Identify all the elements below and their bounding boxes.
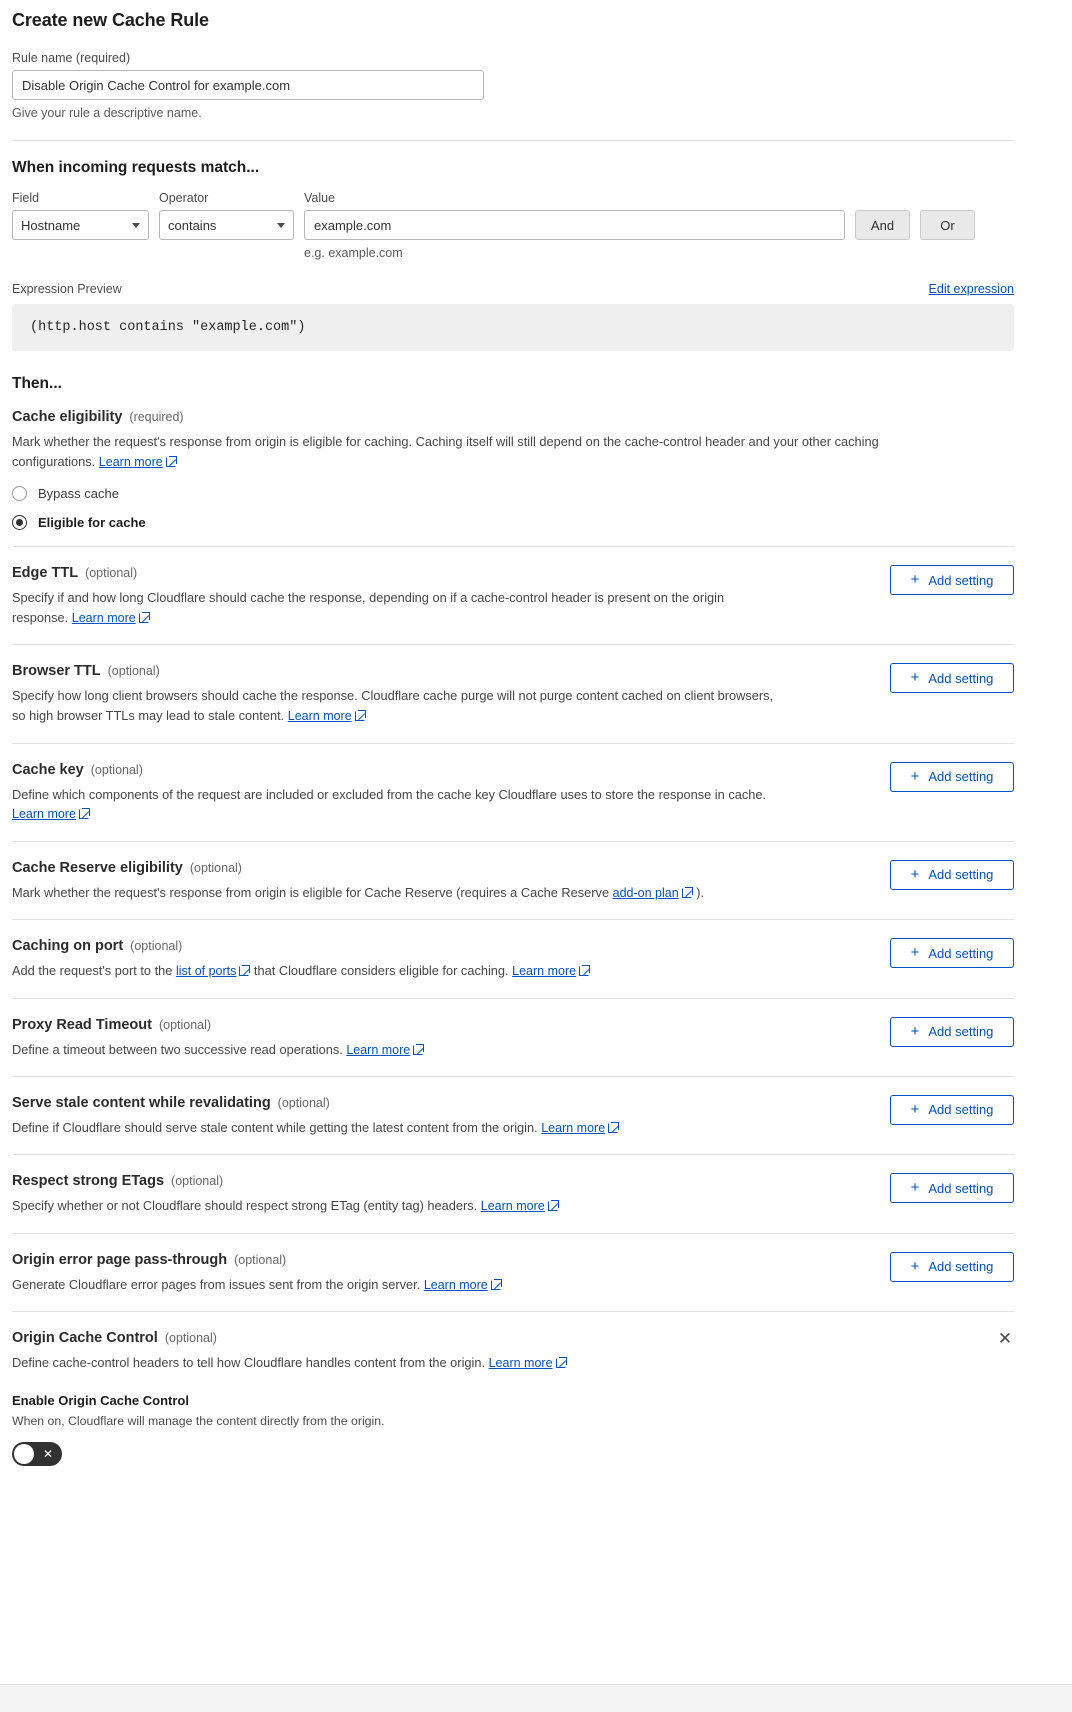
setting-left <box>12 1017 890 1060</box>
setting-header <box>12 1017 866 1033</box>
field-label: Field <box>12 191 40 205</box>
cache-eligibility-title: Cache eligibility <box>12 409 123 425</box>
setting-left <box>12 1173 890 1216</box>
setting-optional-tag: (optional) <box>107 664 160 679</box>
or-button-group <box>920 191 975 240</box>
external-link-icon <box>556 1357 567 1368</box>
setting-title: Serve stale content while revalidating <box>12 1094 271 1111</box>
match-row <box>12 191 1014 260</box>
cache-eligibility-desc <box>12 432 942 472</box>
edit-expression-link[interactable]: Edit expression <box>928 282 1014 296</box>
field-group <box>12 191 149 240</box>
expression-label: Expression Preview <box>12 282 122 296</box>
plus-icon: + <box>910 865 920 883</box>
page-title: Create new Cache Rule <box>12 10 209 30</box>
add-setting-label: Add setting <box>928 945 994 961</box>
setting-title: Origin error page pass-through <box>12 1251 228 1268</box>
external-link-icon <box>548 1200 559 1211</box>
setting-desc-text: Define cache-control headers to tell how Cloudflare handles content from the origin. <box>12 1355 489 1371</box>
value-label: Value <box>304 191 336 205</box>
setting-left <box>12 860 890 903</box>
cache-eligibility-desc-text: Mark whether the request's response from origin is eligible for caching. Caching itself will still depend on the cache-control header and your other caching configurations. <box>12 434 879 469</box>
setting-proxy-read-timeout <box>12 998 1014 1076</box>
setting-optional-tag: (optional) <box>171 1174 224 1189</box>
plus-icon: + <box>910 1100 920 1118</box>
external-link-icon <box>491 1279 502 1290</box>
cache-eligibility-required-tag: (required) <box>129 410 184 424</box>
operator-group <box>159 191 294 240</box>
setting-optional-tag: (optional) <box>234 1252 287 1267</box>
setting-optional-tag: (optional) <box>90 762 143 777</box>
field-select[interactable] <box>12 210 149 240</box>
value-hint: e.g. example.com <box>304 246 403 260</box>
setting-title: Proxy Read Timeout <box>12 1016 152 1033</box>
setting-optional-tag: (optional) <box>130 939 183 954</box>
setting-header <box>12 762 866 778</box>
learn-more-link[interactable]: Learn more <box>541 1120 606 1135</box>
setting-header <box>12 565 866 581</box>
add-setting-label: Add setting <box>928 1024 994 1040</box>
radio-icon-selected[interactable] <box>12 515 27 530</box>
add-setting-label: Add setting <box>928 769 994 785</box>
setting-desc-after: ). <box>692 884 705 900</box>
plus-icon: + <box>910 944 920 962</box>
radio-bypass-cache[interactable] <box>12 486 1014 501</box>
add-setting-button[interactable] <box>890 565 1014 595</box>
spacer-label <box>855 191 910 205</box>
add-setting-button[interactable] <box>890 663 1014 693</box>
add-setting-button[interactable] <box>890 1017 1014 1047</box>
external-link-icon <box>355 710 366 721</box>
add-setting-button[interactable] <box>890 1252 1014 1282</box>
page-header <box>12 10 1014 31</box>
learn-more-link[interactable]: Learn more <box>488 1356 553 1371</box>
setting-left <box>12 565 890 628</box>
setting-desc <box>12 588 782 628</box>
setting-header <box>12 1252 866 1268</box>
setting-caching-on-port <box>12 919 1014 997</box>
external-link-icon <box>166 456 177 467</box>
setting-header <box>12 663 866 679</box>
setting-desc-text: Define which components of the request are included or excluded from the cache key Cloudflare uses to store the response in cache. <box>12 786 767 802</box>
setting-desc-text: Define if Cloudflare should serve stale content while getting the latest content from the origin. <box>12 1119 542 1135</box>
external-link-icon <box>579 965 590 976</box>
setting-serve-stale-content <box>12 1076 1014 1154</box>
setting-header <box>12 938 866 954</box>
setting-desc-text: Define a timeout between two successive read operations. <box>12 1041 347 1057</box>
add-setting-button[interactable] <box>890 860 1014 890</box>
add-on-plan-link[interactable]: add-on plan <box>612 885 679 900</box>
learn-more-link[interactable]: Learn more <box>287 709 352 724</box>
expression-header <box>12 282 1014 296</box>
setting-header <box>12 1173 866 1189</box>
external-link-icon <box>239 965 250 976</box>
learn-more-link[interactable]: Learn more <box>346 1042 411 1057</box>
setting-header <box>12 1095 866 1111</box>
origin-cache-control-header <box>12 1329 1014 1349</box>
learn-more-link[interactable]: Learn more <box>12 807 76 822</box>
enable-origin-cache-control-desc: When on, Cloudflare will manage the content directly from the origin. <box>12 1414 385 1429</box>
plus-icon: + <box>910 767 920 785</box>
setting-desc-text: Specify whether or not Cloudflare should respect strong ETag (entity tag) headers. <box>12 1198 481 1214</box>
setting-desc <box>12 686 782 726</box>
setting-header <box>12 860 866 876</box>
setting-desc <box>12 1118 782 1138</box>
setting-desc-mid: that Cloudflare considers eligible for caching. <box>250 963 513 979</box>
setting-left <box>12 1252 890 1295</box>
rule-name-helper: Give your rule a descriptive name. <box>12 106 202 120</box>
plus-icon: + <box>910 1257 920 1275</box>
setting-optional-tag: (optional) <box>189 860 242 875</box>
close-icon[interactable]: ✕ <box>997 1329 1013 1349</box>
bottom-bar <box>0 1684 1072 1712</box>
external-link-icon <box>608 1122 619 1133</box>
setting-left <box>12 663 890 726</box>
setting-edge-ttl <box>12 546 1014 644</box>
learn-more-link[interactable]: Learn more <box>98 454 163 469</box>
setting-origin-error-page-pass-through <box>12 1233 1014 1311</box>
external-link-icon <box>413 1044 424 1055</box>
setting-optional-tag: (optional) <box>85 566 138 581</box>
learn-more-link[interactable]: Learn more <box>512 964 577 979</box>
plus-icon: + <box>910 1022 920 1040</box>
and-button[interactable]: And <box>855 210 910 240</box>
enable-origin-cache-control-label: Enable Origin Cache Control <box>12 1393 189 1409</box>
setting-optional-tag: (optional) <box>164 1331 217 1346</box>
add-setting-button[interactable] <box>890 1095 1014 1125</box>
setting-title: Cache Reserve eligibility <box>12 859 183 876</box>
toggle-off-icon: ✕ <box>42 1447 53 1462</box>
value-group <box>304 191 845 260</box>
setting-desc <box>12 785 782 825</box>
setting-title: Browser TTL <box>12 663 101 680</box>
setting-desc-text: Add the request's port to the <box>12 963 176 979</box>
setting-title: Respect strong ETags <box>12 1173 165 1190</box>
setting-left <box>12 938 890 981</box>
setting-optional-tag: (optional) <box>158 1017 212 1032</box>
rule-name-label: Rule name (required) <box>12 51 131 65</box>
rule-name-input[interactable] <box>12 70 484 100</box>
external-link-icon <box>682 887 693 898</box>
setting-left <box>12 1095 890 1138</box>
setting-optional-tag: (optional) <box>277 1095 330 1110</box>
setting-respect-strong-etags <box>12 1154 1014 1232</box>
operator-label: Operator <box>159 191 209 205</box>
then-title: Then... <box>12 375 62 392</box>
and-button-group <box>855 191 910 240</box>
setting-desc-text: Specify how long client browsers should cache the response. Cloudflare cache purge will not purge content cached on client browsers, so high browser TTLs may lead to stale content. <box>12 688 774 724</box>
setting-title: Cache key <box>12 761 84 778</box>
add-setting-button[interactable] <box>890 1173 1014 1203</box>
external-link-icon <box>139 612 150 623</box>
setting-cache-reserve-eligibility <box>12 841 1014 919</box>
or-button[interactable]: Or <box>920 210 975 240</box>
setting-desc <box>12 1353 942 1373</box>
radio-eligible-for-cache-label: Eligible for cache <box>38 515 146 531</box>
spacer-label <box>920 191 975 205</box>
setting-origin-cache-control <box>12 1311 1014 1466</box>
setting-desc <box>12 1196 782 1216</box>
add-setting-label: Add setting <box>928 1180 994 1196</box>
divider <box>12 140 1014 141</box>
setting-desc <box>12 1040 782 1060</box>
radio-icon[interactable] <box>12 486 27 501</box>
rule-name-group <box>12 51 1014 120</box>
list-of-ports-link[interactable]: list of ports <box>175 964 237 979</box>
learn-more-link[interactable]: Learn more <box>480 1199 545 1214</box>
setting-desc-text: Generate Cloudflare error pages from issues sent from the origin server. <box>12 1276 424 1292</box>
cache-eligibility-header <box>12 409 1014 425</box>
expression-preview: (http.host contains "example.com") <box>12 304 1014 351</box>
expression-section <box>12 282 1014 351</box>
create-cache-rule-page <box>0 10 1072 1466</box>
setting-browser-ttl <box>12 644 1014 742</box>
match-section-title: When incoming requests match... <box>12 159 260 176</box>
setting-desc <box>12 1275 782 1295</box>
setting-desc-text: Mark whether the request's response from origin is eligible for Cache Reserve (requires a Cache Reserve <box>12 884 613 900</box>
setting-title: Caching on port <box>12 938 124 955</box>
setting-desc <box>12 883 782 903</box>
operator-select-wrap[interactable] <box>159 210 294 240</box>
plus-icon: + <box>910 571 920 589</box>
enable-origin-cache-control-toggle[interactable] <box>12 1442 62 1466</box>
setting-desc <box>12 961 782 981</box>
setting-title: Edge TTL <box>12 565 79 582</box>
field-select-wrap[interactable] <box>12 210 149 240</box>
operator-select[interactable] <box>159 210 294 240</box>
plus-icon: + <box>910 669 920 687</box>
radio-bypass-cache-label: Bypass cache <box>38 486 119 502</box>
add-setting-label: Add setting <box>928 1259 994 1275</box>
plus-icon: + <box>910 1179 920 1197</box>
setting-desc-text: Specify if and how long Cloudflare should cache the response, depending on if a cache-control header is present on the origin response. <box>12 590 725 626</box>
setting-left <box>12 762 890 825</box>
setting-cache-key <box>12 743 1014 841</box>
learn-more-link[interactable]: Learn more <box>423 1277 488 1292</box>
setting-title: Origin Cache Control <box>12 1330 158 1347</box>
value-input[interactable] <box>304 210 845 240</box>
add-setting-label: Add setting <box>928 572 994 588</box>
cache-eligibility-section <box>12 409 1014 546</box>
radio-eligible-for-cache[interactable] <box>12 515 1014 530</box>
add-setting-button[interactable] <box>890 938 1014 968</box>
add-setting-label: Add setting <box>928 670 994 686</box>
add-setting-label: Add setting <box>928 867 994 883</box>
match-section <box>12 159 1014 260</box>
add-setting-label: Add setting <box>928 1102 994 1118</box>
learn-more-link[interactable]: Learn more <box>71 611 136 626</box>
toggle-knob <box>14 1444 34 1464</box>
add-setting-button[interactable] <box>890 762 1014 792</box>
external-link-icon <box>79 808 90 819</box>
